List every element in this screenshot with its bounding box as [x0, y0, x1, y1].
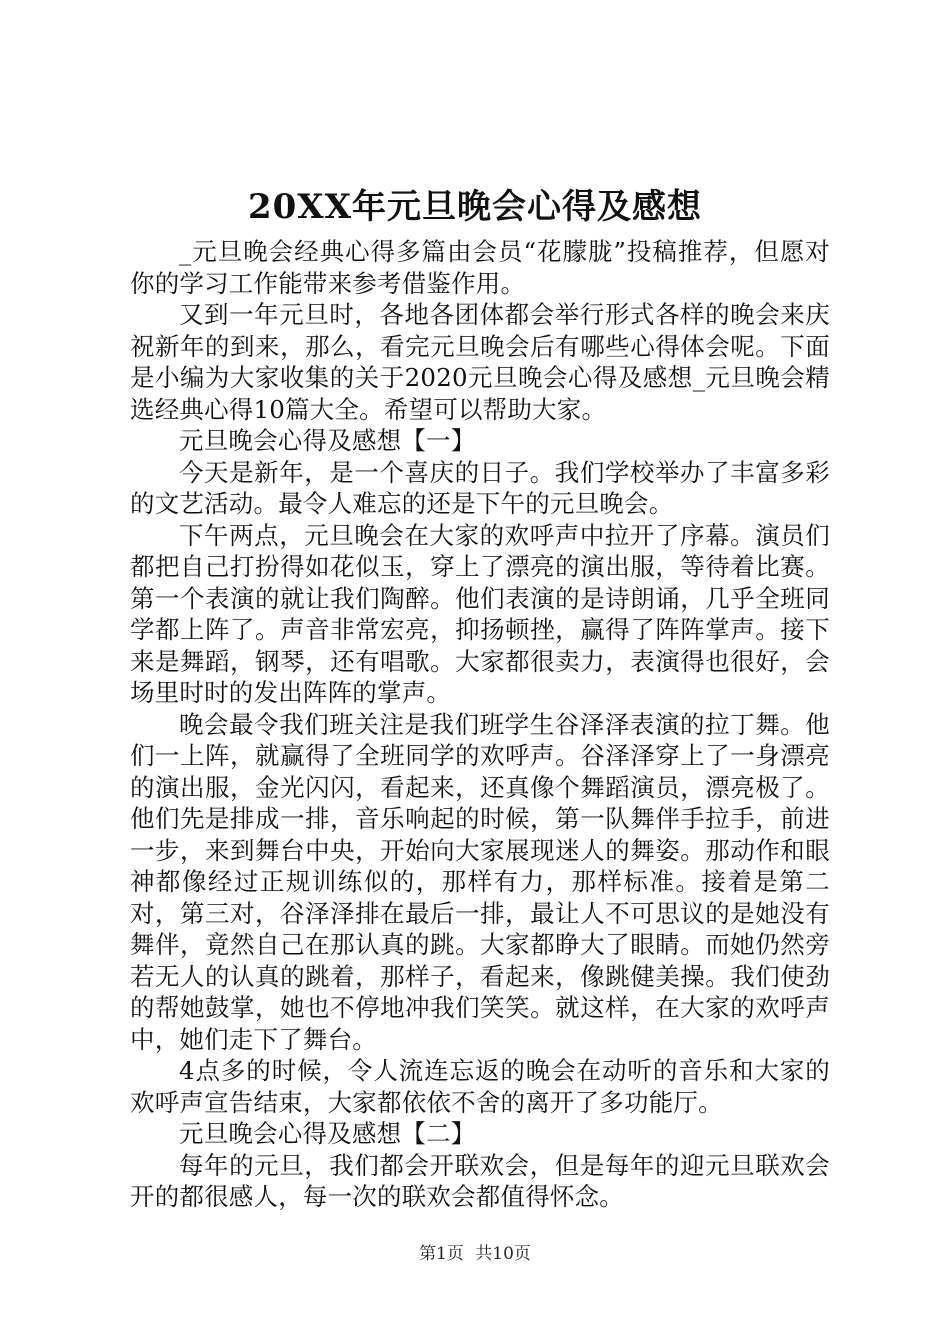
page-title: 20XX年元旦晚会心得及感想 — [247, 187, 703, 227]
body-paragraph: 每年的元旦，我们都会开联欢会，但是每年的迎元旦联欢会开的都很感人，每一次的联欢会都值得怀念。 — [130, 1150, 830, 1211]
body-paragraph: 4点多的时候，令人流连忘返的晚会在动听的音乐和大家的欢呼声宣告结束，大家都依依不舍的离开了多功能厅。 — [130, 1056, 830, 1117]
body-paragraph: 又到一年元旦时，各地各团体都会举行形式各样的晚会来庆祝新年的到来，那么，看完元旦晚会后有哪些心得体会呢。下面是小编为大家收集的关于2020元旦晚会心得及感想_元旦晚会精选经典心得10篇大全。希望可以帮助大家。 — [130, 300, 830, 424]
page-number: 第1页 — [419, 1244, 464, 1264]
page-total: 共10页 — [475, 1244, 531, 1264]
section-heading-2: 元旦晚会心得及感想【二】 — [179, 1119, 476, 1148]
document-body — [130, 236, 830, 1213]
page-footer — [0, 1242, 950, 1266]
body-paragraph: 晚会最令我们班关注是我们班学生谷泽泽表演的拉丁舞。他们一上阵，就赢得了全班同学的欢呼声。谷泽泽穿上了一身漂亮的演出服，金光闪闪，看起来，还真像个舞蹈演员，漂亮极了。他们先是排成一排，音乐响起的时候，第一队舞伴手拉手，前进一步，来到舞台中央，开始向大家展现迷人的舞姿。那动作和眼神都像经过正规训练似的，那样有力，那样标准。接着是第二对，第三对，谷泽泽排在最后一排，最让人不可思议的是她没有舞伴，竟然自己在那认真的跳。大家都睁大了眼睛。而她仍然旁若无人的认真的跳着，那样子，看起来，像跳健美操。我们使劲的帮她鼓掌，她也不停地冲我们笑笑。就这样，在大家的欢呼声中，她们走下了舞台。 — [130, 709, 830, 1054]
body-paragraph: 今天是新年，是一个喜庆的日子。我们学校举办了丰富多彩的文艺活动。最令人难忘的还是下午的元旦晚会。 — [130, 457, 830, 518]
intro-paragraph: _元旦晚会经典心得多篇由会员“花朦胧”投稿推荐，但愿对你的学习工作能带来参考借鉴作用。 — [130, 237, 830, 298]
section-heading-1: 元旦晚会心得及感想【一】 — [179, 426, 476, 455]
body-paragraph: 下午两点，元旦晚会在大家的欢呼声中拉开了序幕。演员们都把自己打扮得如花似玉，穿上了漂亮的演出服，等待着比赛。第一个表演的就让我们陶醉。他们表演的是诗朗诵，几乎全班同学都上阵了。声音非常宏亮，抑扬顿挫，赢得了阵阵掌声。接下来是舞蹈，钢琴，还有唱歌。大家都很卖力，表演得也很好，会场里时时的发出阵阵的掌声。 — [130, 520, 830, 707]
